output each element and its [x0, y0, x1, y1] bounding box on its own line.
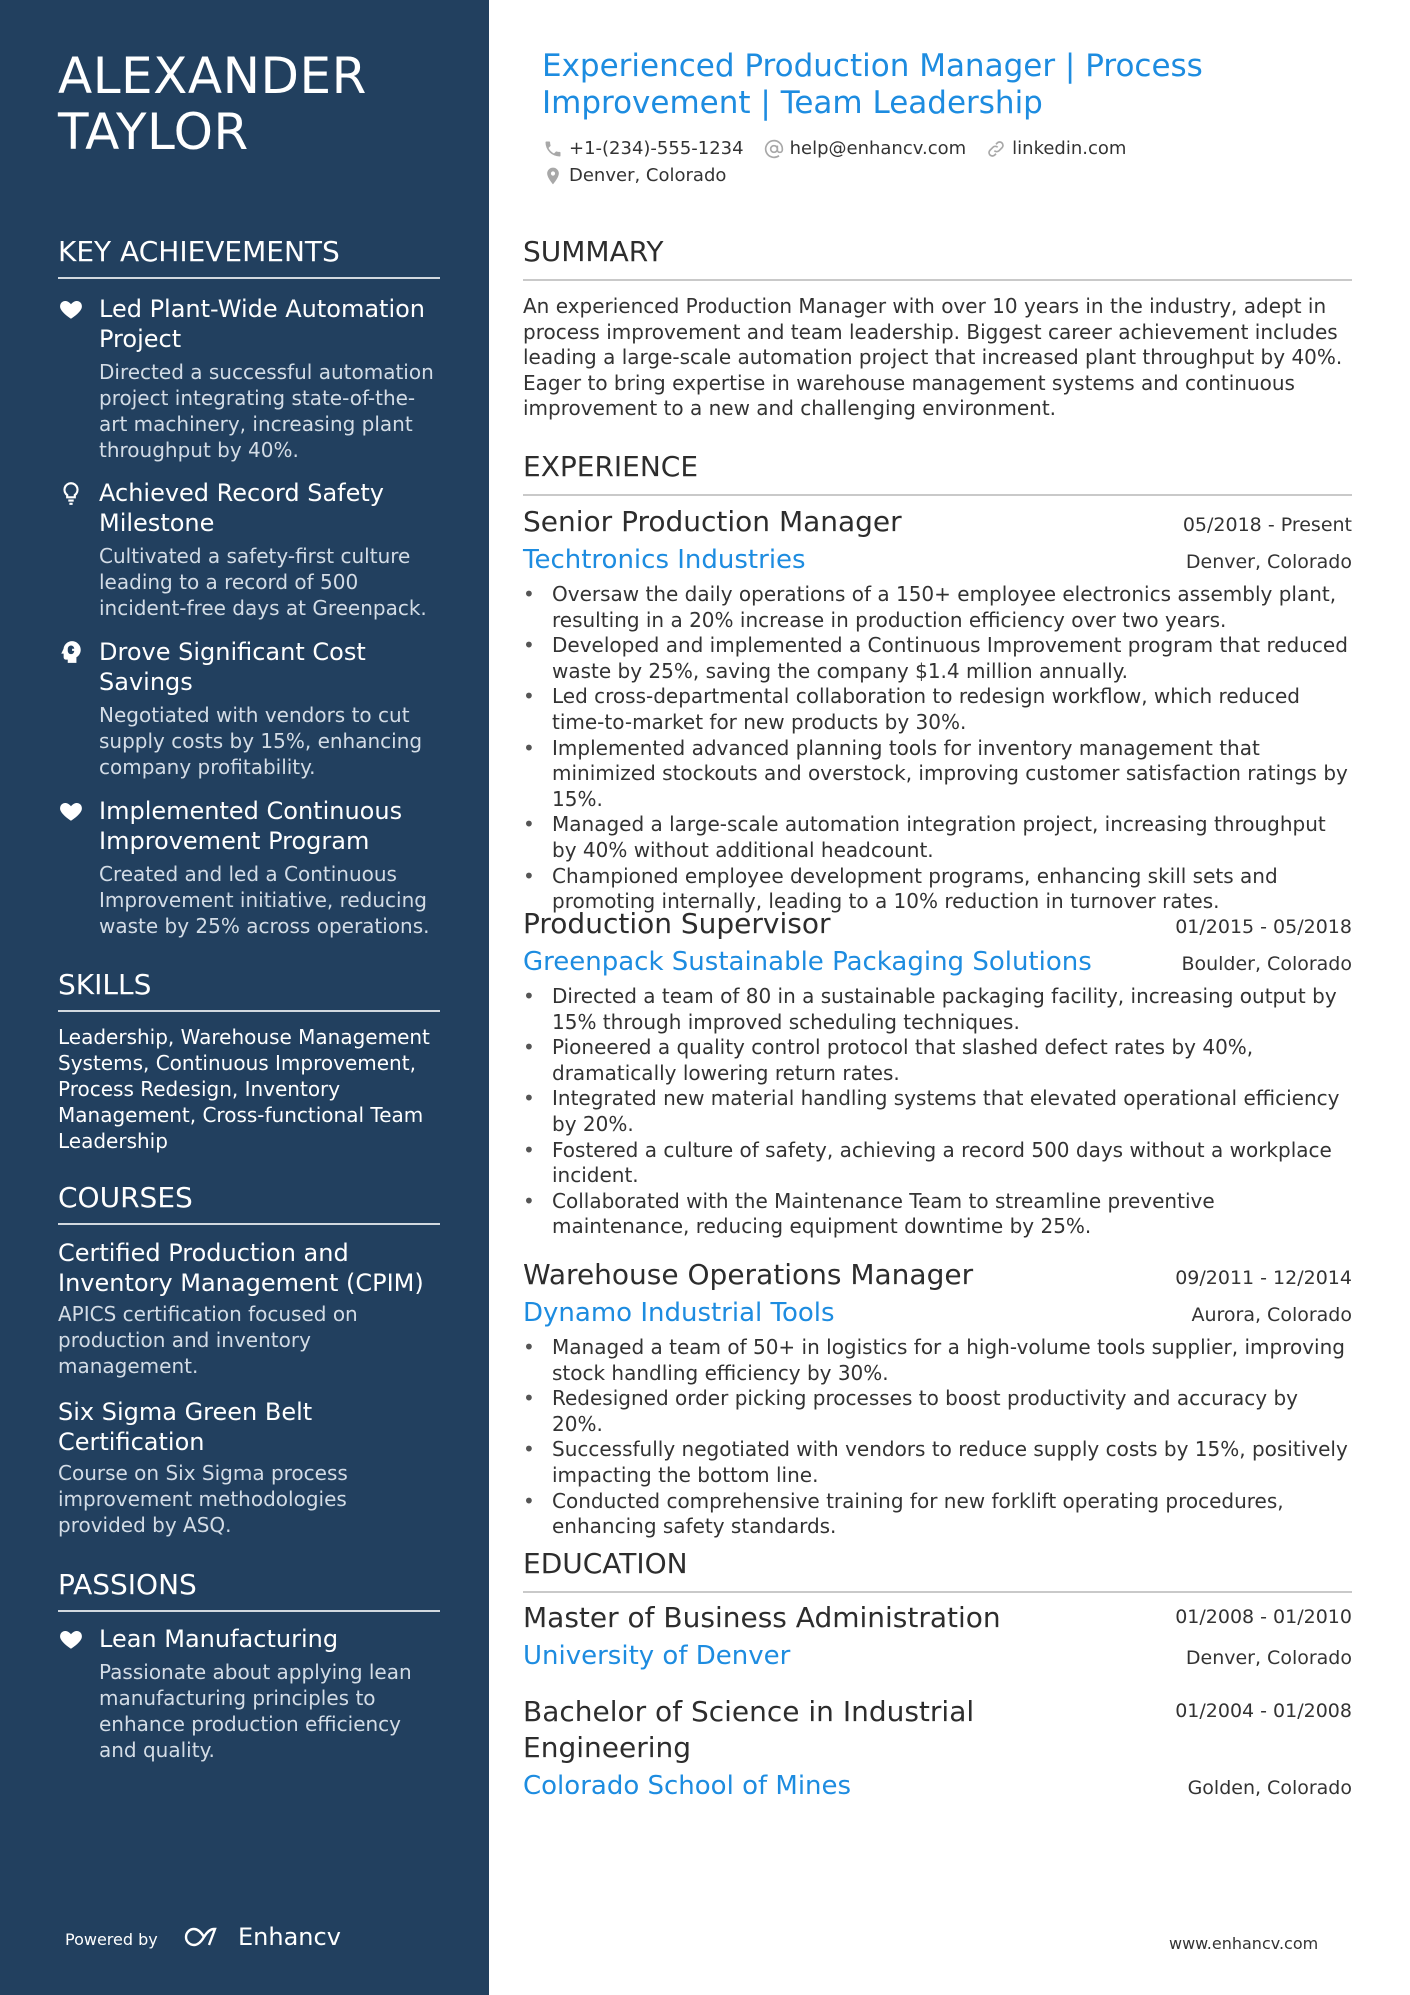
course-title: Six Sigma Green Belt Certification	[58, 1398, 313, 1456]
job-bullet: • Conducted comprehensive training for new forklift operating procedures, enhancing safety standards.	[523, 1489, 1352, 1540]
achievement-description: Negotiated with vendors to cut supply costs by 15%, enhancing company profitability.	[99, 703, 423, 779]
achievement-description: Created and led a Continuous Improvement initiative, reducing waste by 25% across operations.	[99, 862, 430, 938]
section-title-key-achievements: KEY ACHIEVEMENTS	[58, 235, 440, 279]
heart-icon	[58, 296, 86, 324]
job-bullet: • Led cross-departmental collaboration to redesign workflow, which reduced time-to-market for new products by 30%.	[523, 684, 1352, 735]
company-name: Techtronics Industries	[523, 545, 806, 575]
course-description: APICS certification focused on production and inventory management.	[58, 1302, 358, 1378]
achievement-item	[58, 478, 438, 621]
job-bullet: • Integrated new material handling systems that elevated operational efficiency by 20%.	[523, 1086, 1352, 1137]
powered-by-label: Powered by	[65, 1930, 158, 1949]
job-title: Production Supervisor	[523, 907, 831, 940]
at-icon	[764, 139, 784, 159]
passion-item	[58, 1624, 438, 1763]
contact-row	[543, 138, 1146, 159]
skills-list: Leadership, Warehouse Management Systems, Continuous Improvement, Process Redesign, Inventory Management, Cross-functional Team Leadership	[58, 1025, 430, 1153]
location-contact	[543, 165, 726, 186]
education-item	[523, 1600, 1352, 1672]
achievement-description: Cultivated a safety-first culture leading to a record of 500 incident-free days at Greenpack.	[99, 544, 427, 620]
job-bullet: • Managed a team of 50+ in logistics for a high-volume tools supplier, improving stock handling efficiency by 30%.	[523, 1335, 1352, 1386]
phone-icon	[543, 139, 563, 159]
experience-item	[523, 1257, 1352, 1540]
course-title: Certified Production and Inventory Management (CPIM)	[58, 1239, 424, 1297]
phone-contact[interactable]	[543, 138, 744, 159]
achievement-title: Achieved Record Safety Milestone	[99, 479, 384, 537]
course-item	[58, 1397, 440, 1538]
job-bullet: • Implemented advanced planning tools for inventory management that minimized stockouts and overstock, improving customer satisfaction ratings by 15%.	[523, 736, 1352, 813]
brand-name: Enhancv	[238, 1923, 341, 1951]
education-dates: 01/2004 - 01/2008	[1175, 1700, 1352, 1722]
education-location: Golden, Colorado	[1187, 1777, 1352, 1799]
job-bullets	[523, 582, 1352, 915]
candidate-name: ALEXANDER TAYLOR	[58, 47, 367, 161]
achievement-item	[58, 294, 438, 463]
job-location: Denver, Colorado	[1185, 551, 1352, 573]
experience-item	[523, 504, 1352, 915]
education-location: Denver, Colorado	[1185, 1647, 1352, 1669]
course-item	[58, 1238, 440, 1379]
headline: Experienced Production Manager | Process Improvement | Team Leadership	[542, 48, 1203, 121]
education-dates: 01/2008 - 01/2010	[1175, 1606, 1352, 1628]
job-bullet: • Pioneered a quality control protocol that slashed defect rates by 40%, dramatically lowering return rates.	[523, 1035, 1352, 1086]
link-icon	[986, 139, 1006, 159]
school-name: University of Denver	[523, 1641, 791, 1671]
job-dates: 05/2018 - Present	[1182, 514, 1352, 536]
school-name: Colorado School of Mines	[523, 1771, 852, 1801]
summary-text: An experienced Production Manager with over 10 years in the industry, adept in process improvement and team leadership. Biggest career achievement includes leading a large-scale automation project that increased plant throughput by 40%. Eager to bring expertise in warehouse management systems and continuous improvement to a new and challenging environment.	[523, 294, 1343, 421]
job-bullet: • Successfully negotiated with vendors to reduce supply costs by 15%, positively impacting the bottom line.	[523, 1437, 1352, 1488]
enhancv-logo[interactable]	[184, 1922, 341, 1952]
job-bullets	[523, 984, 1352, 1240]
passion-description: Passionate about applying lean manufacturing principles to enhance production efficiency and quality.	[99, 1660, 412, 1762]
job-bullet: • Fostered a culture of safety, achieving a record 500 days without a workplace incident.	[523, 1138, 1352, 1189]
job-bullet: • Directed a team of 80 in a sustainable packaging facility, increasing output by 15% through improved scheduling techniques.	[523, 984, 1352, 1035]
job-bullet: • Championed employee development programs, enhancing skill sets and promoting internally, leading to a 10% reduction in turnover rates.	[523, 864, 1352, 915]
job-location: Boulder, Colorado	[1181, 953, 1352, 975]
achievement-item	[58, 637, 438, 780]
job-dates: 09/2011 - 12/2014	[1175, 1267, 1352, 1289]
achievement-title: Drove Significant Cost Savings	[99, 638, 366, 696]
brain-icon	[58, 639, 86, 667]
enhancv-logo-icon	[184, 1925, 230, 1949]
job-bullet: • Collaborated with the Maintenance Team to streamline preventive maintenance, reducing equipment downtime by 25%.	[523, 1189, 1352, 1240]
main-content	[523, 0, 1353, 1995]
linkedin-text: linkedin.com	[1012, 138, 1127, 159]
passion-title: Lean Manufacturing	[99, 1625, 339, 1653]
degree-title: Bachelor of Science in Industrial Engineering	[523, 1695, 975, 1764]
section-title-summary: SUMMARY	[523, 235, 1352, 281]
course-description: Course on Six Sigma process improvement methodologies provided by ASQ.	[58, 1461, 348, 1537]
job-bullet: • Oversaw the daily operations of a 150+ employee electronics assembly plant, resulting in a 20% increase in production efficiency over two years.	[523, 582, 1352, 633]
section-title-courses: COURSES	[58, 1181, 440, 1225]
achievement-description: Directed a successful automation project integrating state-of-the-art machinery, increasing plant throughput by 40%.	[99, 360, 434, 462]
achievement-title: Led Plant-Wide Automation Project	[99, 295, 426, 353]
job-bullets	[523, 1335, 1352, 1540]
linkedin-contact[interactable]	[986, 138, 1126, 159]
degree-title: Master of Business Administration	[523, 1601, 1001, 1634]
section-title-passions: PASSIONS	[58, 1568, 440, 1612]
email-contact[interactable]	[764, 138, 967, 159]
location-row	[543, 165, 746, 186]
experience-item	[523, 906, 1352, 1240]
section-title-experience: EXPERIENCE	[523, 450, 1352, 496]
achievement-title: Implemented Continuous Improvement Program	[99, 797, 403, 855]
location-pin-icon	[543, 166, 563, 186]
section-title-education: EDUCATION	[523, 1547, 1352, 1593]
phone-text: +1-(234)-555-1234	[569, 138, 744, 159]
company-name: Greenpack Sustainable Packaging Solutions	[523, 947, 1092, 977]
job-bullet: • Managed a large-scale automation integration project, increasing throughput by 40% without additional headcount.	[523, 812, 1352, 863]
achievement-item	[58, 796, 438, 939]
job-title: Senior Production Manager	[523, 505, 902, 538]
heart-icon	[58, 1626, 86, 1654]
job-bullet: • Redesigned order picking processes to boost productivity and accuracy by 20%.	[523, 1386, 1352, 1437]
heart-icon	[58, 798, 86, 826]
job-dates: 01/2015 - 05/2018	[1175, 916, 1352, 938]
footer-url[interactable]: www.enhancv.com	[1169, 1934, 1319, 1953]
job-location: Aurora, Colorado	[1191, 1304, 1352, 1326]
lightbulb-icon	[58, 480, 86, 508]
section-title-skills: SKILLS	[58, 968, 440, 1012]
job-bullet: • Developed and implemented a Continuous Improvement program that reduced waste by 25%, saving the company $1.4 million annually.	[523, 633, 1352, 684]
email-text: help@enhancv.com	[789, 138, 967, 159]
company-name: Dynamo Industrial Tools	[523, 1298, 835, 1328]
education-item	[523, 1694, 1352, 1802]
sidebar	[0, 0, 489, 1995]
job-title: Warehouse Operations Manager	[523, 1258, 974, 1291]
location-text: Denver, Colorado	[569, 165, 727, 186]
